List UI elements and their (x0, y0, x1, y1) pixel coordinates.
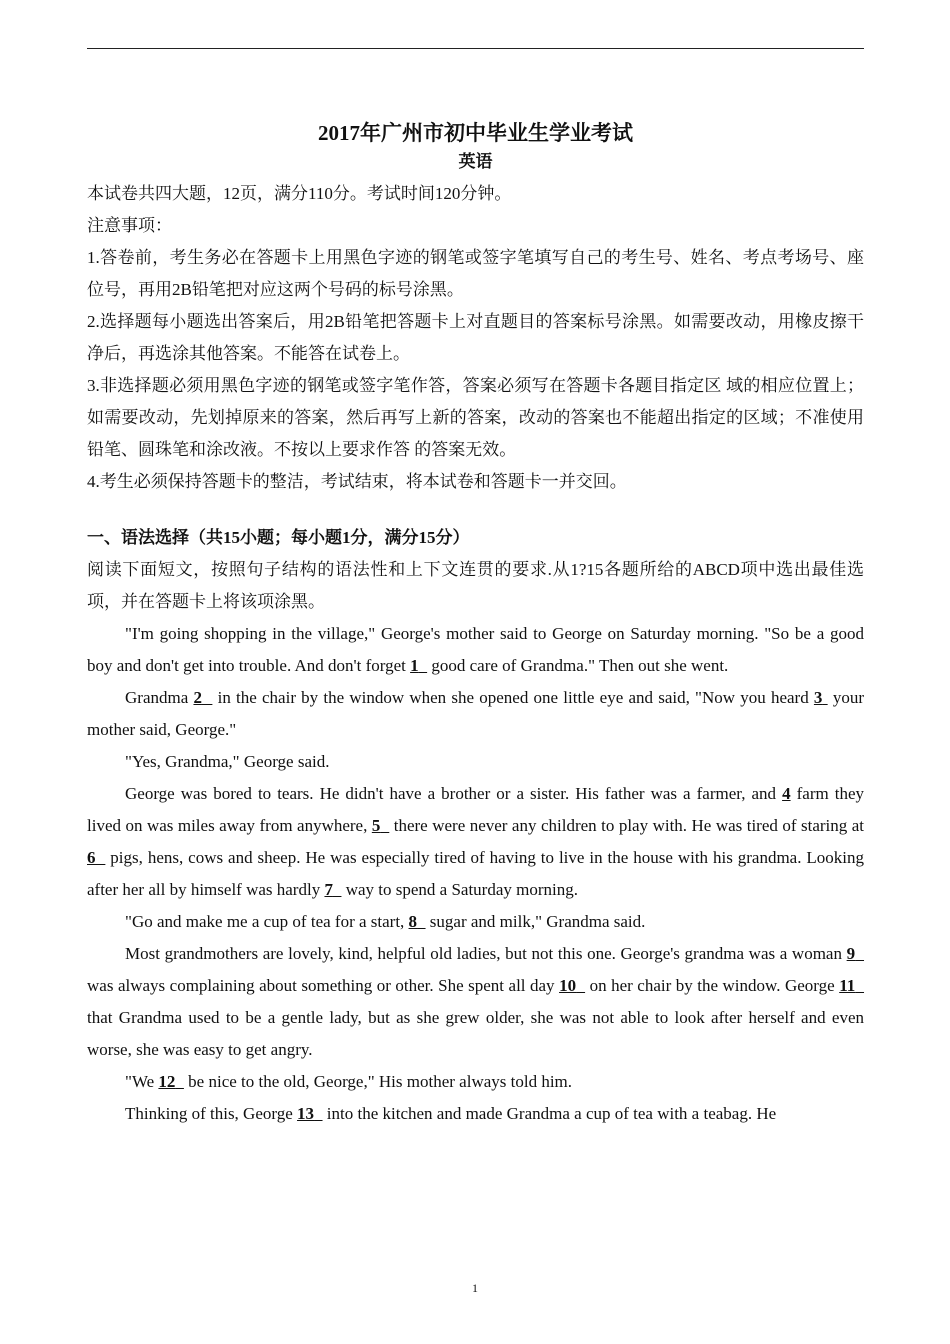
notice-item-2: 2.选择题每小题选出答案后，用2B铅笔把答题卡上对直题目的答案标号涂黑。如需要改动，用橡皮擦干净后，再选涂其他答案。不能答在试卷上。 (87, 312, 864, 363)
blank-6: 6 (87, 848, 96, 867)
passage-text: good care of Grandma." Then out she went. (427, 656, 729, 675)
blank-3: 3 (813, 688, 823, 707)
passage-text: "We (125, 1072, 159, 1091)
passage-text: "Go and make me a cup of tea for a start, (125, 912, 409, 931)
blank-13: 13 (297, 1104, 315, 1123)
section-heading: 一、语法选择（共15小题；每小题1分，满分15分） (87, 528, 470, 547)
blank-10: 10 (559, 976, 577, 995)
passage-text: Thinking of this, George (125, 1104, 298, 1123)
passage-text: Grandma (125, 688, 194, 707)
blank-11: 11 (839, 976, 856, 995)
passage-text: "I'm going shopping in the village," George's mother said to George on Saturday morning. "So be a good boy and don't get into trouble. And don't forget (87, 624, 864, 675)
passage-paragraph (87, 1066, 864, 1098)
exam-title: 2017年广州市初中毕业生学业考试 (318, 121, 633, 145)
passage-text: on her chair by the window. George (585, 976, 840, 995)
blank-8: 8 (408, 912, 418, 931)
passage-text: Most grandmothers are lovely, kind, helpful old ladies, but not this one. George's grandma was a woman (125, 944, 847, 963)
notice-item-4: 4.考生必须保持答题卡的整洁，考试结束，将本试卷和答题卡一并交回。 (87, 472, 627, 491)
passage-text: farm they lived on was miles away from anywhere, (87, 784, 864, 835)
blank-9: 9 (846, 944, 856, 963)
blank-1: 1 (410, 656, 419, 675)
passage-text: way to spend a Saturday morning. (341, 880, 578, 899)
passage-paragraph (87, 682, 864, 746)
passage-text: George was bored to tears. He didn't have a brother or a sister. His father was a farmer, and (125, 784, 783, 803)
passage-paragraph: "Yes, Grandma," George said. (125, 752, 330, 771)
blank-7: 7 (324, 880, 333, 899)
passage-text: into the kitchen and made Grandma a cup of tea with a teabag. He (322, 1104, 777, 1123)
passage-text: pigs, hens, cows and sheep. He was especially tired of having to live in the house with his grandma. Looking after her all by himself was hardly (87, 848, 865, 899)
passage-text: your mother said, George." (87, 688, 865, 739)
passage-paragraph (87, 778, 864, 906)
section-directions: 阅读下面短文，按照句子结构的语法性和上下文连贯的要求.从1?15各题所给的ABCD项中选出最佳选项，并在答题卡上将该项涂黑。 (87, 560, 864, 611)
blank-4: 4 (782, 784, 791, 803)
exam-subject: 英语 (458, 152, 493, 171)
passage-text: was always complaining about something or other. She spent all day (87, 976, 560, 995)
page-number: 1 (472, 1281, 478, 1295)
passage-paragraph (87, 938, 864, 1066)
instructions-intro: 本试卷共四大题，12页，满分110分。考试时间120分钟。 (87, 184, 512, 203)
passage-text: there were never any children to play with. He was tired of staring at (389, 816, 865, 835)
blank-12: 12 (158, 1072, 176, 1091)
passage-text: in the chair by the window when she opened one little eye and said, "Now you heard (212, 688, 814, 707)
blank-2: 2 (193, 688, 202, 707)
passage-paragraph (87, 1098, 864, 1130)
header-rule (87, 48, 864, 49)
passage-text: sugar and milk," Grandma said. (425, 912, 646, 931)
page-content (87, 118, 864, 1130)
blank-5: 5 (371, 816, 381, 835)
passage-text: be nice to the old, George," His mother always told him. (183, 1072, 573, 1091)
passage-text: that Grandma used to be a gentle lady, but as she grew older, she was not able to look after herself and even worse, she was easy to get angry. (87, 1008, 864, 1059)
notice-item-1: 1.答卷前，考生务必在答题卡上用黑色字迹的钢笔或签字笔填写自己的考生号、姓名、考点考场号、座位号，再用2B铅笔把对应这两个号码的标号涂黑。 (87, 248, 864, 299)
notice-heading: 注意事项： (87, 216, 172, 235)
passage-paragraph (87, 618, 864, 682)
passage-paragraph (87, 906, 864, 938)
notice-item-3: 3.非选择题必须用黑色字迹的钢笔或签字笔作答，答案必须写在答题卡各题目指定区 域的相应位置上；如需要改动，先划掉原来的答案，然后再写上新的答案，改动的答案也不能超出指定的区域；不准使用铅笔、圆珠笔和涂改液。不按以上要求作答 的答案无效。 (87, 376, 864, 459)
